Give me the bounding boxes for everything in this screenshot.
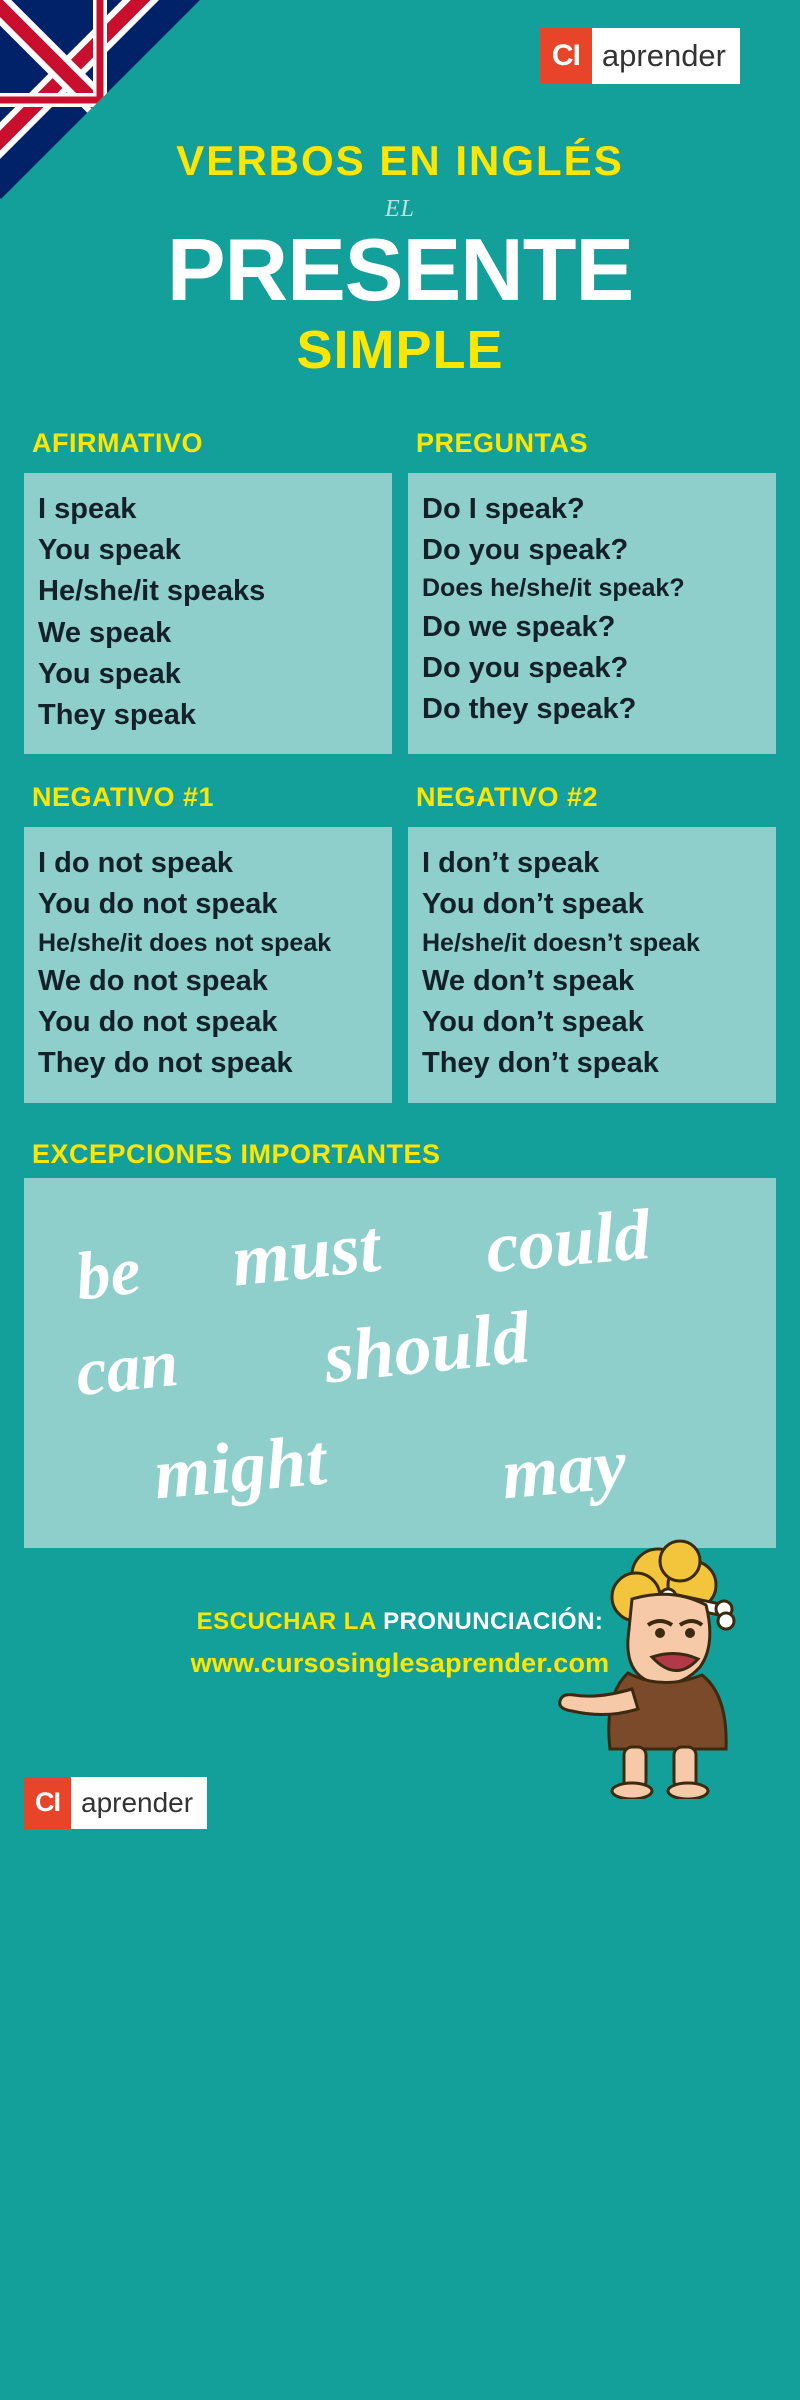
list-item: Do you speak? [422,534,629,567]
footer-brand-logo[interactable] [24,1777,207,1829]
header-article: EL [384,196,415,222]
brand-logo[interactable] [540,28,740,84]
conjugation-list-preguntas [422,489,762,730]
exceptions-box [24,1178,776,1548]
conjugation-list-afirmativo [38,489,378,736]
conjugation-box-preguntas [408,473,776,754]
cavewoman-character-illustration [540,1539,770,1799]
list-item: We speak [38,616,172,649]
uk-flag-corner-decoration [0,0,200,200]
list-item: He/she/it speaks [38,575,266,608]
conjugation-box-afirmativo [24,473,392,754]
section-heading-afirmativo: AFIRMATIVO [32,428,203,459]
header-top-title: VERBOS EN INGLÉS [176,137,624,184]
list-item: I speak [38,493,137,526]
list-item: We don’t speak [422,965,635,998]
list-item: They do not speak [38,1047,293,1080]
brand-logo-mark: CI [540,28,592,84]
conjugation-box-negativo-2 [408,827,776,1102]
list-item: They speak [38,699,196,731]
exception-word-must: must [228,1205,384,1303]
list-item: He/she/it doesn’t speak [422,928,700,957]
conjugation-box-negativo-1 [24,827,392,1102]
exception-word-might: might [150,1419,330,1514]
exception-word-could: could [482,1193,654,1288]
list-item: You don’t speak [422,888,644,921]
list-item: You do not speak [38,888,278,921]
page-title: PRESENTE [166,220,634,319]
list-item: You speak [38,657,181,690]
section-heading-preguntas: PREGUNTAS [416,428,589,459]
conjugation-grid [24,428,776,1124]
list-item: Do I speak? [422,493,585,526]
list-item: I don’t speak [422,847,600,880]
page-subtitle: SIMPLE [296,319,504,380]
footer-cta-part2: PRONUNCIACIÓN: [383,1607,604,1635]
list-item: Do we speak? [422,610,616,643]
footer-cta-part1: ESCUCHAR LA [196,1607,376,1635]
list-item: They don’t speak [422,1047,659,1080]
exception-word-may: may [498,1423,630,1514]
list-item: We do not speak [38,965,268,998]
footer-brand-logo-mark: CI [24,1777,71,1829]
page-footer [0,1607,800,1818]
exception-word-be: be [71,1230,145,1315]
list-item: I do not speak [38,847,233,880]
section-heading-negativo-2: NEGATIVO #2 [416,782,599,813]
exception-word-can: can [72,1323,182,1410]
conjugation-list-negativo-2 [422,843,762,1084]
section-heading-negativo-1: NEGATIVO #1 [32,782,215,813]
list-item: You don’t speak [422,1006,644,1039]
brand-logo-text: aprender [601,38,726,73]
list-item: Do you speak? [422,652,629,685]
uk-flag-icon [0,0,200,200]
footer-brand-logo-text: aprender [81,1786,194,1818]
section-heading-excepciones: EXCEPCIONES IMPORTANTES [32,1138,441,1169]
list-item: Do they speak? [422,693,637,726]
list-item: You speak [38,534,181,567]
conjugation-list-negativo-1 [38,843,378,1084]
list-item: He/she/it does not speak [38,928,332,957]
footer-website-url[interactable]: www.cursosinglesaprender.com [190,1647,610,1678]
list-item: You do not speak [38,1006,278,1039]
list-item: Does he/she/it speak? [422,574,685,603]
exception-word-should: should [320,1296,534,1400]
